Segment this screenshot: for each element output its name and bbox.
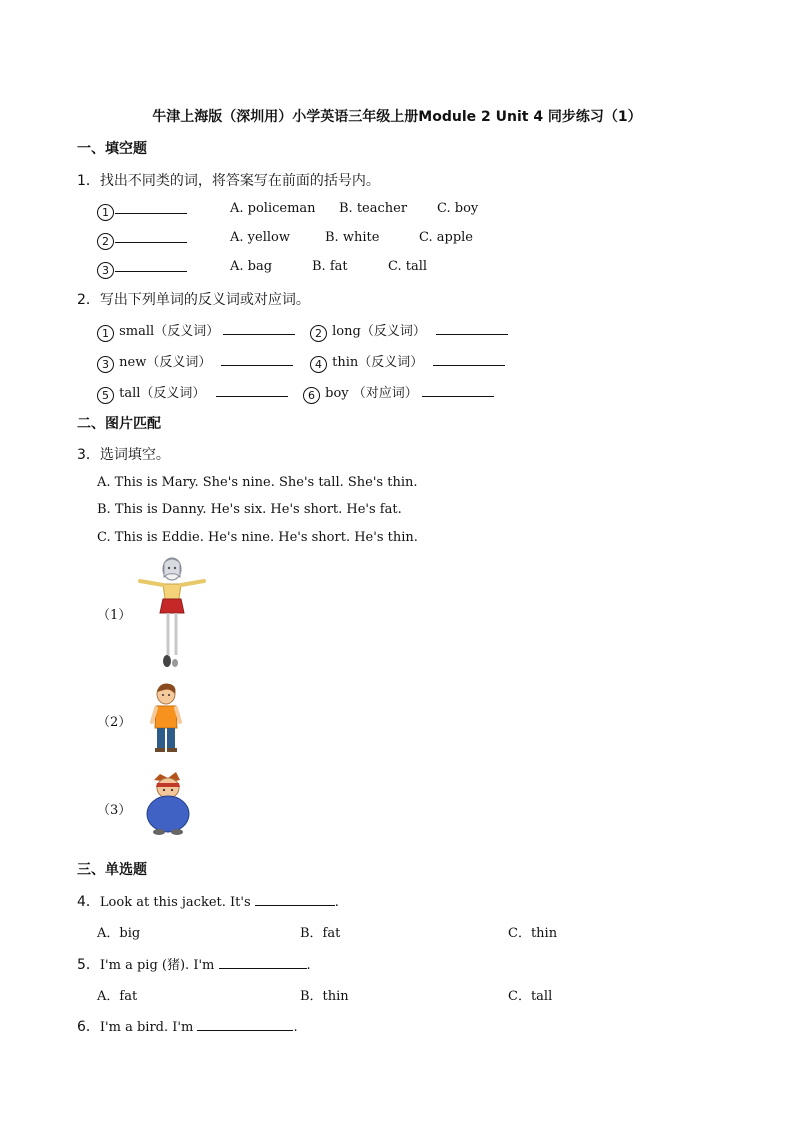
- q4-option-a[interactable]: A．big: [97, 926, 141, 941]
- answer-blank[interactable]: [422, 384, 494, 397]
- answer-blank[interactable]: [197, 1018, 293, 1031]
- answer-blank[interactable]: [223, 322, 295, 335]
- question-4: [77, 891, 339, 911]
- question-number: 2．: [77, 292, 100, 308]
- circled-number: 4: [310, 356, 327, 373]
- q2-item-6: [303, 382, 494, 404]
- question-text: Look at this jacket. It's: [99, 895, 251, 910]
- picture-label-1: （1）: [97, 608, 132, 623]
- question-6: [77, 1016, 298, 1036]
- page-title: 牛津上海版（深圳用）小学英语三年级上册Module 2 Unit 4 同步练习（1）: [152, 109, 642, 125]
- q2-word: tall（反义词）: [119, 386, 206, 401]
- answer-blank[interactable]: [255, 893, 335, 906]
- q2-item-1: [97, 320, 295, 342]
- q1-row-3-option-a: A. bag: [230, 259, 273, 274]
- circled-number: 6: [303, 387, 320, 404]
- q3-option-a: A. This is Mary. She's nine. She's tall. She's thin.: [97, 475, 418, 490]
- question-text: I'm a bird. I'm: [99, 1020, 194, 1035]
- question-1: [77, 170, 380, 190]
- question-end: .: [293, 1020, 298, 1035]
- question-end: .: [334, 895, 339, 910]
- answer-blank[interactable]: [436, 322, 508, 335]
- answer-blank[interactable]: [219, 956, 307, 969]
- q2-word: thin（反义词）: [332, 355, 424, 370]
- q5-option-a[interactable]: A．fat: [97, 989, 138, 1004]
- q2-item-5: [97, 382, 288, 404]
- question-end: .: [306, 958, 311, 973]
- q1-row-1-option-c: C. boy: [437, 201, 479, 216]
- question-text: 写出下列单词的反义词或对应词。: [99, 292, 310, 308]
- question-number: 6．: [77, 1019, 100, 1035]
- q2-word: small（反义词）: [119, 324, 220, 339]
- question-number: 5．: [77, 957, 100, 973]
- answer-blank[interactable]: [433, 353, 505, 366]
- section-heading-picture-match: 二、图片匹配: [77, 416, 161, 432]
- answer-blank[interactable]: [216, 384, 288, 397]
- answer-blank[interactable]: [115, 230, 187, 243]
- q2-item-4: [310, 351, 505, 373]
- q5-option-b[interactable]: B．thin: [300, 989, 349, 1004]
- circled-number: 3: [97, 356, 114, 373]
- question-text: 找出不同类的词，将答案写在前面的括号内。: [99, 173, 380, 189]
- q1-row-2-option-c: C. apple: [419, 230, 473, 245]
- q1-row-2: [97, 230, 187, 250]
- question-text: 选词填空。: [99, 447, 170, 463]
- circled-number: 1: [97, 204, 114, 221]
- q1-row-1: [97, 201, 187, 221]
- q2-item-3: [97, 351, 293, 373]
- q4-option-b[interactable]: B．fat: [300, 926, 341, 941]
- question-3: [77, 444, 170, 464]
- answer-blank[interactable]: [115, 259, 187, 272]
- q2-word: boy （对应词）: [325, 386, 418, 401]
- q1-row-2-option-b: B. white: [325, 230, 380, 245]
- q1-row-2-option-a: A. yellow: [230, 230, 290, 245]
- question-number: 1．: [77, 173, 100, 189]
- circled-number: 2: [97, 233, 114, 250]
- picture-label-3: （3）: [97, 803, 132, 818]
- q1-row-1-option-b: B. teacher: [339, 201, 408, 216]
- q2-item-2: [310, 320, 508, 342]
- boy-short-thin-illustration: [146, 682, 186, 754]
- q2-word: new（反义词）: [119, 355, 212, 370]
- q1-row-3-option-c: C. tall: [388, 259, 428, 274]
- answer-blank[interactable]: [115, 201, 187, 214]
- section-heading-single-choice: 三、单选题: [77, 862, 147, 878]
- circled-number: 1: [97, 325, 114, 342]
- circled-number: 5: [97, 387, 114, 404]
- q1-row-3-option-b: B. fat: [312, 259, 348, 274]
- q1-row-3: [97, 259, 187, 279]
- circled-number: 2: [310, 325, 327, 342]
- circled-number: 3: [97, 262, 114, 279]
- answer-blank[interactable]: [221, 353, 293, 366]
- q2-word: long（反义词）: [332, 324, 426, 339]
- question-5: [77, 954, 311, 974]
- section-heading-fill-blank: 一、填空题: [77, 141, 147, 157]
- q1-row-1-option-a: A. policeman: [230, 201, 316, 216]
- girl-tall-thin-illustration: [132, 555, 212, 673]
- q3-option-c: C. This is Eddie. He's nine. He's short. He's thin.: [97, 530, 418, 545]
- q5-option-c[interactable]: C．tall: [508, 989, 553, 1004]
- picture-label-2: （2）: [97, 715, 132, 730]
- boy-short-fat-illustration: [140, 772, 196, 838]
- q3-option-b: B. This is Danny. He's six. He's short. He's fat.: [97, 502, 402, 517]
- question-2: [77, 289, 310, 309]
- question-number: 3．: [77, 447, 100, 463]
- question-number: 4．: [77, 894, 100, 910]
- q4-option-c[interactable]: C．thin: [508, 926, 558, 941]
- question-text: I'm a pig (猪). I'm: [99, 958, 215, 973]
